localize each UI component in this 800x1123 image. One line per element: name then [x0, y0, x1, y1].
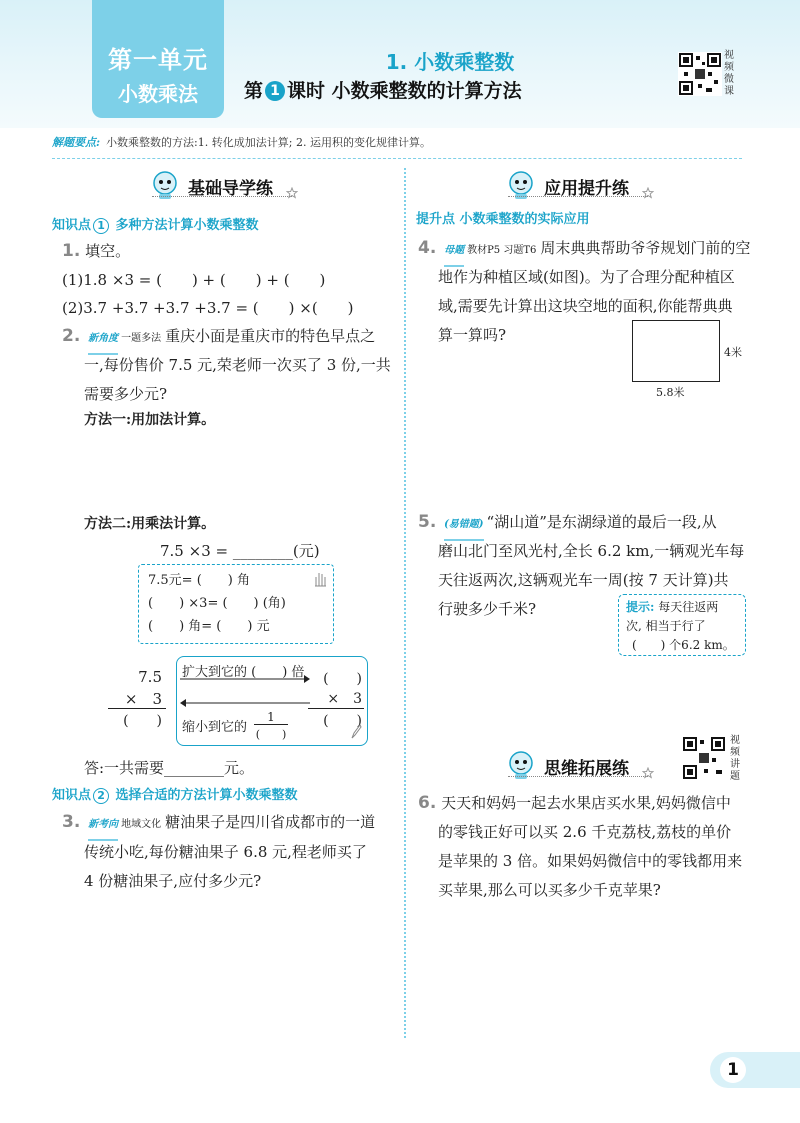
qr-code-icon[interactable] — [682, 736, 726, 780]
section-apply-title: 应用提升练 — [544, 179, 629, 199]
kp1-number: 1 — [93, 218, 109, 234]
frac-numerator: 1 — [267, 710, 275, 724]
q4-number: 4. — [418, 238, 437, 258]
question-3 — [62, 808, 402, 841]
kp2-text: 选择合适的方法计算小数乘整数 — [115, 788, 298, 803]
q2-tag-sub: 一题多法 — [121, 333, 162, 344]
q1-text: 填空。 — [85, 242, 131, 260]
q3-tag-sub: 地域文化 — [121, 819, 162, 830]
q4-tag: 母题 — [444, 236, 464, 267]
plot-width-label: 5.8米 — [656, 386, 685, 399]
q4-line4: 算一算吗? — [438, 326, 507, 344]
q3-line1: 糖油果子是四川省成都市的一道 — [165, 813, 376, 831]
frac-denominator[interactable]: ( ) — [255, 728, 287, 741]
q2-box-line3[interactable]: ( ) 角= ( ) 元 — [148, 619, 270, 634]
q3-number: 3. — [62, 812, 81, 832]
q5-line1: “湖山道”是东湖绿道的最后一段,从 — [486, 513, 717, 531]
q1-line1[interactable]: (1)1.8 ×3 = ( ) + ( ) + ( ) — [62, 271, 326, 289]
arrow-right-icon — [180, 675, 310, 683]
q5-line2: 磨山北门至风光村,全长 6.2 km,一辆观光车每 — [438, 542, 745, 560]
q2-answer[interactable]: 答:一共需要________元。 — [84, 759, 255, 777]
q2-box-line2[interactable]: ( ) ×3= ( ) (角) — [148, 596, 286, 611]
q4-line3: 域,需要先计算出这块空地的面积,你能帮典典 — [438, 297, 733, 315]
kp1-text: 多种方法计算小数乘整数 — [115, 218, 259, 233]
tip-label: 解题要点: — [52, 136, 101, 149]
q3-tag: 新考向 — [88, 810, 118, 841]
qr-label: 视频微课 — [724, 50, 734, 97]
frac-line — [254, 724, 288, 725]
q1-line2[interactable]: (2)3.7 +3.7 +3.7 +3.7 = ( ) ×( ) — [62, 299, 354, 317]
section-thinking-title: 思维拓展练 — [544, 759, 629, 779]
knowledge-point-2 — [52, 784, 298, 804]
q2-number: 2. — [62, 326, 81, 346]
hint-line3[interactable]: ( ) 个6.2 km。 — [632, 638, 735, 652]
scaled-top[interactable]: ( ) — [323, 671, 362, 687]
arrow-left-icon — [180, 699, 310, 707]
scaled-multiplier: × 3 — [327, 691, 362, 707]
q1-number: 1. — [62, 241, 81, 261]
expand-text[interactable]: 扩大到它的 ( ) 倍 — [182, 665, 305, 680]
q5-line3: 天往返两次,这辆观光车一周(按 7 天计算)共 — [438, 571, 729, 589]
page-number: 1 — [720, 1057, 746, 1083]
q5-number: 5. — [418, 512, 437, 532]
q6-line2: 的零钱正好可以买 2.6 千克荔枝,荔枝的单价 — [438, 823, 732, 841]
shrink-text: 缩小到它的 — [182, 720, 248, 735]
lesson-prefix: 第 — [244, 80, 264, 102]
q5-line4: 行驶多少千米? — [438, 600, 537, 618]
hint-text-1: 每天往返两 — [658, 600, 719, 614]
question-1 — [62, 237, 130, 266]
vert-result[interactable]: ( ) — [123, 713, 162, 729]
kp-text: 小数乘整数的实际应用 — [459, 212, 590, 227]
vert-multiplier: × 3 — [124, 690, 162, 708]
q2-method1: 方法一:用加法计算。 — [84, 412, 216, 428]
unit-subtitle: 小数乘法 — [118, 82, 198, 106]
section-underline — [508, 776, 648, 777]
q3-line2: 传统小吃,每份糖油果子 6.8 元,程老师买了 — [84, 843, 367, 861]
unit-title: 第一单元 — [108, 46, 208, 74]
tip-divider — [52, 154, 742, 159]
q6-line4: 买苹果,那么可以买多少千克苹果? — [438, 881, 661, 899]
kp1-prefix: 知识点 — [52, 218, 92, 233]
q2-tag: 新角度 — [88, 324, 118, 355]
q4-tag-sub: 教材P5 习题T6 — [467, 245, 537, 256]
plot-rectangle — [632, 320, 720, 382]
scaled-result[interactable]: ( ) — [323, 713, 362, 729]
section-basic-title: 基础导学练 — [188, 179, 273, 199]
qr-label-2: 视频讲题 — [730, 735, 740, 782]
hint-line2: 次, 相当于行了 — [626, 619, 706, 633]
q2-method2: 方法二:用乘法计算。 — [84, 516, 216, 532]
star-icon — [286, 187, 298, 199]
q3-line3: 4 份糖油果子,应付多少元? — [84, 872, 262, 890]
column-divider — [404, 168, 406, 1038]
q2-line3: 需要多少元? — [84, 385, 168, 403]
kp2-prefix: 知识点 — [52, 788, 92, 803]
kp2-number: 2 — [93, 788, 109, 804]
tip-line — [52, 134, 431, 150]
q2-method1-answer-area[interactable] — [84, 432, 384, 502]
q4-line1: 周末典典帮助爷爷规划门前的空 — [540, 239, 751, 257]
section-underline — [152, 196, 292, 197]
lesson-suffix: 课时 小数乘整数的计算方法 — [287, 80, 522, 102]
q6-number: 6. — [418, 793, 437, 813]
knowledge-point-1 — [52, 214, 259, 234]
pencil-icon — [350, 724, 362, 740]
lesson-number: 1 — [265, 81, 285, 101]
lesson-title — [244, 76, 522, 103]
q5-tag: (易错题) — [444, 510, 483, 541]
star-icon — [642, 187, 654, 199]
q6-line1: 天天和妈妈一起去水果店买水果,妈妈微信中 — [441, 794, 731, 812]
qr-code-icon[interactable] — [678, 52, 722, 96]
vert-top: 7.5 — [138, 668, 162, 686]
hint-label: 提示: — [626, 600, 655, 614]
q6-line3: 是苹果的 3 倍。如果妈妈微信中的零钱都用来 — [438, 852, 743, 870]
section-title: 1. 小数乘整数 — [385, 50, 515, 74]
hand-icon — [312, 570, 328, 588]
scaled-line — [308, 708, 364, 709]
star-icon — [642, 767, 654, 779]
section-underline — [508, 196, 648, 197]
q2-box-line1[interactable]: 7.5元= ( ) 角 — [148, 573, 250, 588]
vert-line — [108, 708, 166, 709]
q2-line2: 一,每份售价 7.5 元,荣老师一次买了 3 份,一共 — [84, 356, 391, 374]
improvement-point — [416, 208, 590, 227]
q2-equation[interactable]: 7.5 ×3 = ________(元) — [160, 542, 320, 560]
q2-line1: 重庆小面是重庆市的特色早点之 — [165, 327, 376, 345]
hint-line1 — [626, 598, 718, 617]
plot-height-label: 4米 — [724, 346, 742, 359]
q4-line2: 地作为种植区域(如图)。为了合理分配种植区 — [438, 268, 735, 286]
question-6 — [418, 789, 731, 818]
kp-prefix: 提升点 — [416, 212, 456, 227]
tip-text: 小数乘整数的方法:1. 转化成加法计算; 2. 运用积的变化规律计算。 — [106, 136, 431, 149]
